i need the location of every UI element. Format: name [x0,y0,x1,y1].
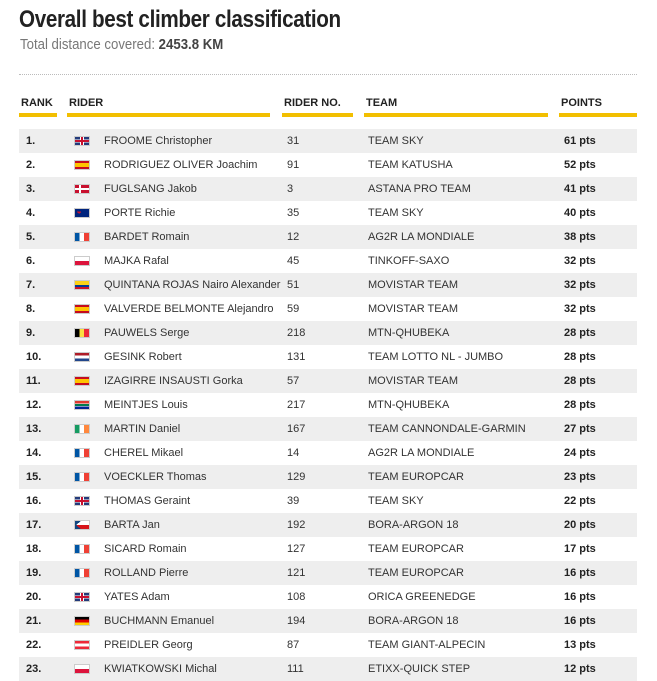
team-name-link[interactable]: TINKOFF-SAXO [368,255,450,267]
rank-cell: 7. [26,279,36,291]
points-cell: 16 pts [564,591,596,603]
rank-cell: 15. [26,471,42,483]
team-name-link[interactable]: ASTANA PRO TEAM [368,183,471,195]
country-flag-icon [74,544,90,554]
rider-name-link[interactable]: PORTE Richie [104,207,176,219]
rider-number-cell: 12 [287,231,300,243]
rank-cell: 21. [26,615,42,627]
points-cell: 61 pts [564,135,596,147]
table-row[interactable] [19,633,637,657]
rider-name-link[interactable]: FUGLSANG Jakob [104,183,197,195]
distance-summary [20,36,223,53]
country-flag-icon [74,664,90,674]
country-flag-icon [74,448,90,458]
rider-number-cell: 108 [287,591,306,603]
team-name-link[interactable]: TEAM LOTTO NL - JUMBO [368,351,504,363]
rider-number-cell: 121 [287,567,306,579]
team-name-link[interactable]: TEAM SKY [368,135,424,147]
column-header-rider-no[interactable]: RIDER NO. [282,95,353,117]
table-row[interactable] [19,441,637,465]
team-name-link[interactable]: ETIXX-QUICK STEP [368,663,471,675]
table-row[interactable] [19,153,637,177]
classification-table [19,129,637,681]
table-row[interactable] [19,201,637,225]
rider-name-link[interactable]: FROOME Christopher [104,135,213,147]
rank-cell: 1. [26,135,36,147]
points-cell: 32 pts [564,303,596,315]
country-flag-icon [74,424,90,434]
points-cell: 28 pts [564,399,596,411]
rider-number-cell: 3 [287,183,294,195]
team-name-link[interactable]: TEAM EUROPCAR [368,471,464,483]
column-header-rank[interactable]: RANK [19,95,57,117]
table-row[interactable] [19,345,637,369]
rider-number-cell: 131 [287,351,306,363]
rank-cell: 5. [26,231,36,243]
rank-cell: 10. [26,351,42,363]
team-name-link[interactable]: MOVISTAR TEAM [368,279,459,291]
rider-number-cell: 35 [287,207,300,219]
rider-name-link[interactable]: RODRIGUEZ OLIVER Joachim [104,159,258,171]
rider-number-cell: 111 [287,663,304,675]
table-row[interactable] [19,609,637,633]
rider-name-link[interactable]: MAJKA Rafal [104,255,169,267]
rank-cell: 20. [26,591,42,603]
rider-name-link[interactable]: SICARD Romain [104,543,187,555]
rider-name-link[interactable]: KWIATKOWSKI Michal [104,663,217,675]
country-flag-icon [74,208,90,218]
points-cell: 22 pts [564,495,596,507]
points-cell: 16 pts [564,567,596,579]
points-cell: 20 pts [564,519,596,531]
country-flag-icon [74,184,90,194]
page-title: Overall best climber classification [19,6,341,33]
rider-number-cell: 51 [287,279,300,291]
country-flag-icon [74,376,90,386]
country-flag-icon [74,568,90,578]
team-name-link[interactable]: MOVISTAR TEAM [368,303,459,315]
table-row[interactable] [19,273,637,297]
points-cell: 32 pts [564,279,596,291]
team-name-link[interactable]: MTN-QHUBEKA [368,399,450,411]
team-name-link[interactable]: TEAM CANNONDALE-GARMIN [368,423,526,435]
title-divider [19,74,637,75]
table-row[interactable] [19,417,637,441]
rider-number-cell: 194 [287,615,306,627]
column-header-points[interactable]: POINTS [559,95,637,117]
points-cell: 13 pts [564,639,596,651]
rider-name-link[interactable]: GESINK Robert [104,351,182,363]
table-row[interactable] [19,249,637,273]
team-name-link[interactable]: MTN-QHUBEKA [368,327,450,339]
country-flag-icon [74,232,90,242]
rank-cell: 23. [26,663,42,675]
team-name-link[interactable]: TEAM SKY [368,495,424,507]
rider-name-link[interactable]: MEINTJES Louis [104,399,188,411]
rider-name-link[interactable]: VALVERDE BELMONTE Alejandro [104,303,274,315]
rank-cell: 13. [26,423,42,435]
points-cell: 23 pts [564,471,596,483]
table-row[interactable] [19,225,637,249]
rank-cell: 22. [26,639,42,651]
points-cell: 32 pts [564,255,596,267]
table-row[interactable] [19,177,637,201]
rider-name-link[interactable]: ROLLAND Pierre [104,567,189,579]
team-name-link[interactable]: BORA-ARGON 18 [368,519,459,531]
country-flag-icon [74,160,90,170]
rider-name-link[interactable]: PREIDLER Georg [104,639,193,651]
table-row[interactable] [19,513,637,537]
distance-value: 2453.8 KM [158,36,224,53]
team-name-link[interactable]: BORA-ARGON 18 [368,615,459,627]
country-flag-icon [74,328,90,338]
rank-cell: 4. [26,207,36,219]
points-cell: 28 pts [564,351,596,363]
rank-cell: 8. [26,303,36,315]
country-flag-icon [74,352,90,362]
table-row[interactable] [19,465,637,489]
team-name-link[interactable]: AG2R LA MONDIALE [368,447,475,459]
country-flag-icon [74,592,90,602]
points-cell: 17 pts [564,543,596,555]
rider-name-link[interactable]: QUINTANA ROJAS Nairo Alexander [104,279,281,291]
points-cell: 38 pts [564,231,596,243]
rider-name-link[interactable]: MARTIN Daniel [104,423,181,435]
column-header-team[interactable]: TEAM [364,95,548,117]
table-row[interactable] [19,297,637,321]
points-cell: 52 pts [564,159,596,171]
rider-number-cell: 217 [287,399,306,411]
table-row[interactable] [19,537,637,561]
points-cell: 28 pts [564,327,596,339]
rank-cell: 2. [26,159,36,171]
rider-name-link[interactable]: THOMAS Geraint [104,495,191,507]
country-flag-icon [74,640,90,650]
rider-name-link[interactable]: PAUWELS Serge [104,327,190,339]
points-cell: 40 pts [564,207,596,219]
rank-cell: 14. [26,447,42,459]
country-flag-icon [74,280,90,290]
rider-name-link[interactable]: CHEREL Mikael [104,447,184,459]
team-name-link[interactable]: ORICA GREENEDGE [368,591,476,603]
points-cell: 27 pts [564,423,596,435]
country-flag-icon [74,520,90,530]
rider-number-cell: 127 [287,543,306,555]
rank-cell: 19. [26,567,42,579]
country-flag-icon [74,400,90,410]
rider-name-link[interactable]: VOECKLER Thomas [104,471,207,483]
country-flag-icon [74,496,90,506]
table-row[interactable] [19,129,637,153]
team-name-link[interactable]: TEAM GIANT-ALPECIN [368,639,486,651]
rider-name-link[interactable]: IZAGIRRE INSAUSTI Gorka [104,375,243,387]
rider-number-cell: 39 [287,495,300,507]
team-name-link[interactable]: AG2R LA MONDIALE [368,231,475,243]
table-row[interactable] [19,561,637,585]
rank-cell: 6. [26,255,36,267]
table-row[interactable] [19,489,637,513]
country-flag-icon [74,616,90,626]
table-row[interactable] [19,321,637,345]
team-name-link[interactable]: TEAM EUROPCAR [368,543,464,555]
rider-name-link[interactable]: BARDET Romain [104,231,190,243]
rank-cell: 18. [26,543,42,555]
distance-label: Total distance covered: [20,36,156,53]
table-row[interactable] [19,657,637,681]
team-name-link[interactable]: MOVISTAR TEAM [368,375,459,387]
rider-name-link[interactable]: BARTA Jan [104,519,160,531]
rider-number-cell: 87 [287,639,300,651]
rank-cell: 9. [26,327,36,339]
points-cell: 16 pts [564,615,596,627]
country-flag-icon [74,256,90,266]
country-flag-icon [74,472,90,482]
team-name-link[interactable]: TEAM EUROPCAR [368,567,464,579]
rider-number-cell: 45 [287,255,300,267]
table-row[interactable] [19,585,637,609]
rank-cell: 11. [26,375,41,387]
rider-number-cell: 129 [287,471,306,483]
country-flag-icon [74,304,90,314]
team-name-link[interactable]: TEAM KATUSHA [368,159,453,171]
country-flag-icon [74,136,90,146]
column-header-rider[interactable]: RIDER [67,95,270,117]
rider-number-cell: 57 [287,375,300,387]
rider-number-cell: 218 [287,327,306,339]
rank-cell: 12. [26,399,42,411]
rank-cell: 16. [26,495,42,507]
rider-number-cell: 31 [287,135,300,147]
table-header [0,95,657,119]
rider-name-link[interactable]: BUCHMANN Emanuel [104,615,215,627]
rider-number-cell: 91 [287,159,300,171]
points-cell: 24 pts [564,447,596,459]
points-cell: 28 pts [564,375,596,387]
rider-number-cell: 14 [287,447,300,459]
points-cell: 12 pts [564,663,596,675]
rank-cell: 3. [26,183,36,195]
table-row[interactable] [19,369,637,393]
table-row[interactable] [19,393,637,417]
rider-name-link[interactable]: YATES Adam [104,591,170,603]
rider-number-cell: 192 [287,519,306,531]
rank-cell: 17. [26,519,42,531]
team-name-link[interactable]: TEAM SKY [368,207,424,219]
rider-number-cell: 167 [287,423,306,435]
rider-number-cell: 59 [287,303,300,315]
points-cell: 41 pts [564,183,596,195]
